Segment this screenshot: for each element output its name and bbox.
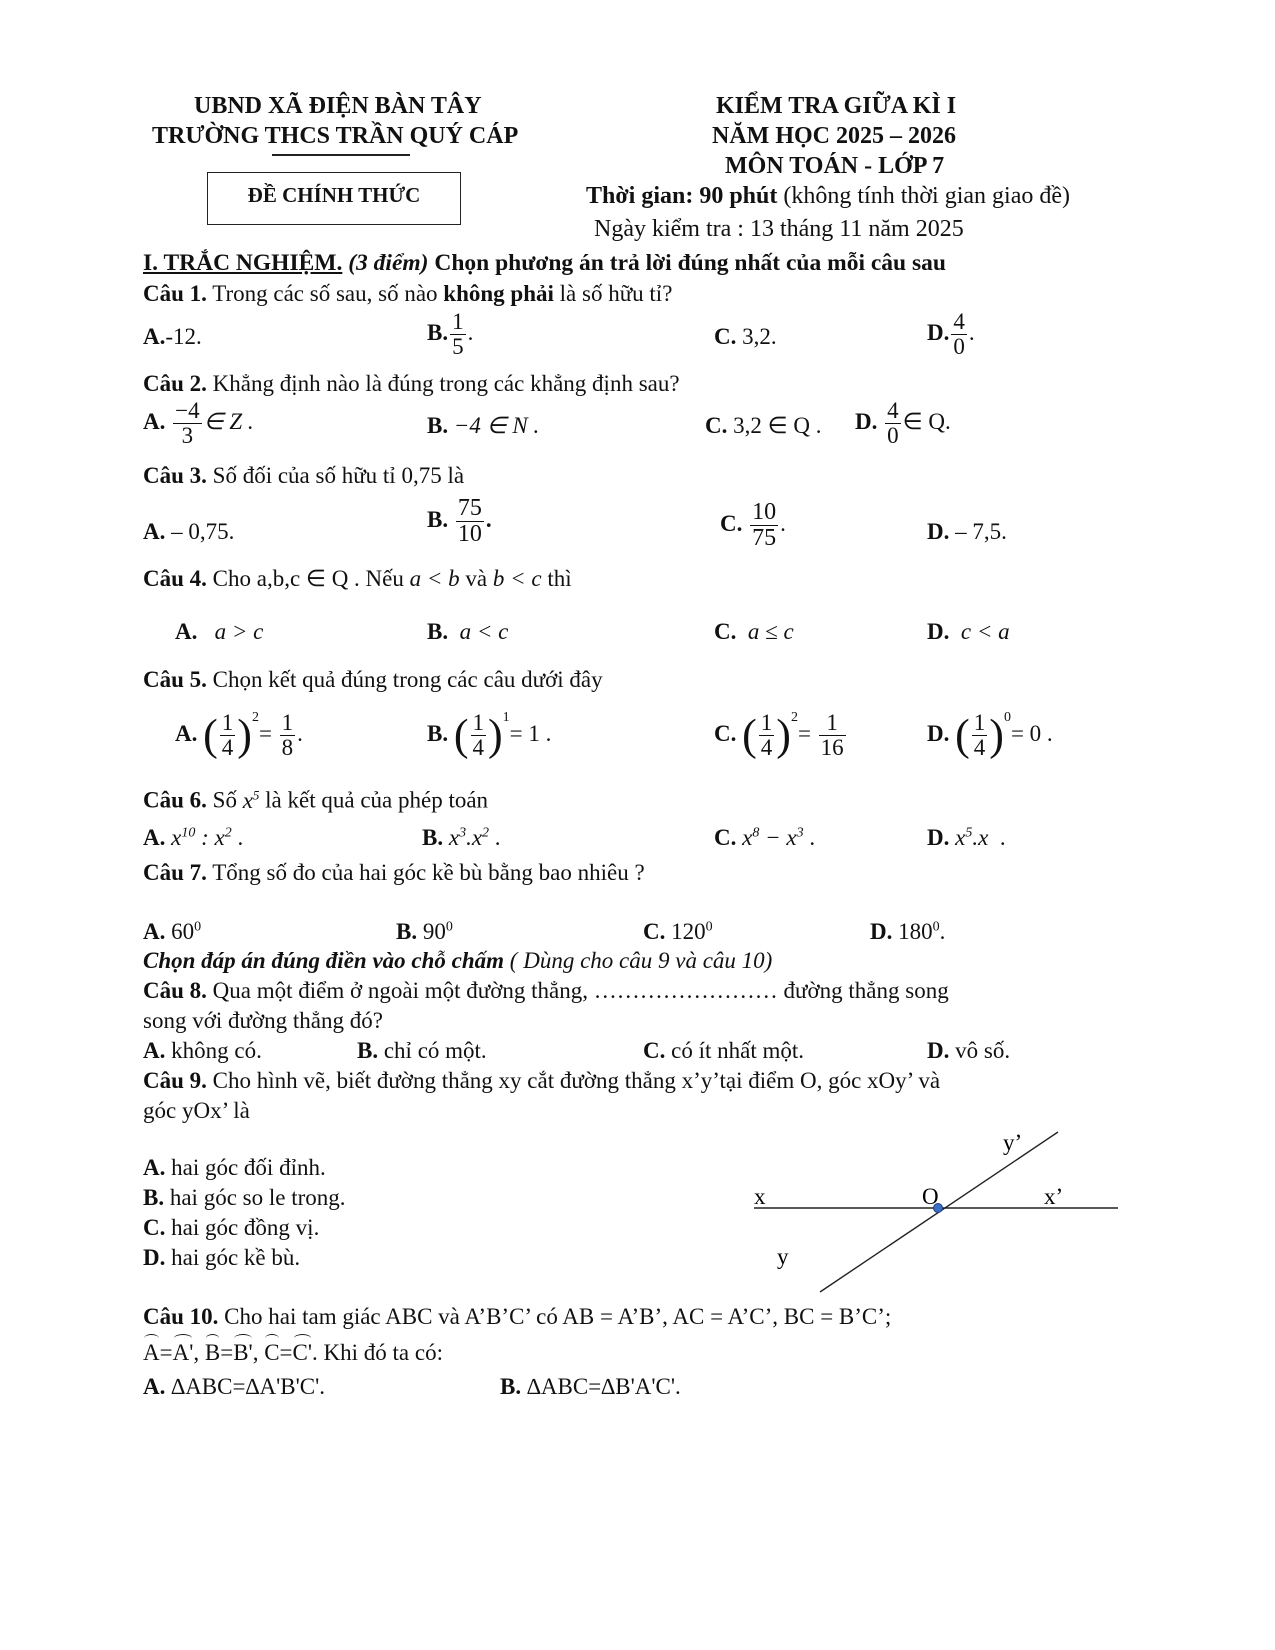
q4-option-d[interactable] [927, 619, 1010, 645]
option-label: D. [927, 319, 950, 345]
angle-a: A [143, 1340, 160, 1365]
numerator: 1 [472, 710, 484, 736]
exam-time [586, 183, 1070, 210]
denominator: 5 [452, 334, 464, 360]
exam-date: Ngày kiểm tra : 13 tháng 11 năm 2025 [594, 216, 964, 242]
label-y-prime: y’ [1003, 1130, 1023, 1155]
label-o: O [922, 1184, 939, 1209]
option-text: . [485, 506, 492, 532]
q5-option-b[interactable] [427, 710, 551, 760]
numerator: 4 [887, 398, 899, 423]
option-label: D. [927, 721, 950, 746]
fraction [471, 711, 487, 760]
q3-option-a[interactable] [143, 519, 234, 545]
denominator: 0 [887, 423, 899, 449]
school-year: NĂM HỌC 2025 – 2026 [712, 123, 956, 149]
option-label: C. [714, 825, 737, 850]
denominator: 4 [760, 735, 773, 761]
fraction [885, 399, 901, 448]
question-label: Câu 6. [143, 787, 207, 813]
right-paren: ) [989, 710, 1004, 760]
question-7 [143, 860, 645, 886]
school-district: UBND XÃ ĐIỆN BÀN TÂY [194, 93, 482, 119]
official-box [207, 172, 461, 225]
option-text: = 0 . [1010, 721, 1053, 746]
option-text: 3,2. [736, 324, 777, 349]
fraction [450, 310, 466, 359]
q7-option-d[interactable] [870, 919, 945, 945]
denominator: 4 [221, 735, 234, 761]
q6-option-d[interactable]: D. $x^5.x$ . [927, 825, 1006, 850]
denominator: 8 [281, 735, 294, 761]
denominator: 10 [457, 521, 482, 548]
exponent: 2 [790, 710, 798, 725]
degree-mark: 0 [445, 919, 453, 935]
fraction [951, 310, 967, 359]
q8-option-b[interactable] [357, 1038, 487, 1064]
angle-c-prime: C' [292, 1340, 313, 1365]
question-9 [143, 1068, 940, 1094]
label-y: y [777, 1244, 789, 1269]
option-text: 60 [165, 919, 195, 944]
question-6 [143, 787, 488, 814]
q7-option-c[interactable] [643, 919, 713, 945]
option-text: 120 [665, 919, 706, 944]
option-label: A. [175, 619, 198, 644]
q1-option-d[interactable] [927, 310, 975, 359]
question-label: Câu 1. [143, 281, 207, 306]
question-text: Chọn kết quả đúng trong các câu dưới đây [206, 667, 603, 692]
numerator: 1 [819, 711, 846, 736]
q10-option-a[interactable] [143, 1374, 325, 1400]
denominator: 4 [973, 735, 986, 761]
option-text: không có. [165, 1038, 262, 1063]
option-text: hai góc kề bù. [165, 1245, 301, 1270]
q5-option-d[interactable] [927, 710, 1053, 760]
option-label: C. [705, 413, 728, 438]
option-text: −4 ∈ N . [448, 413, 540, 438]
subject: MÔN TOÁN - LỚP 7 [725, 153, 945, 179]
question-label: Câu 10. [143, 1304, 219, 1329]
fill-instruction [143, 948, 772, 974]
option-text: – 0,75. [165, 519, 235, 544]
denominator: 3 [181, 423, 194, 449]
degree-mark: 0 [705, 919, 713, 935]
exponent: 1 [502, 710, 510, 725]
label-x-prime: x’ [1044, 1184, 1064, 1209]
official-label: ĐỀ CHÍNH THỨC [247, 183, 421, 207]
question-8 [143, 978, 949, 1004]
option-text: 90 [417, 919, 446, 944]
q1-option-a[interactable] [143, 324, 202, 350]
q8-option-c[interactable] [643, 1038, 804, 1064]
section-points: (3 điểm) [342, 250, 435, 276]
fraction [750, 500, 778, 551]
option-label: B. [396, 919, 418, 944]
label-x: x [754, 1184, 766, 1209]
q9-option-a[interactable] [143, 1155, 326, 1181]
q4-option-b[interactable] [427, 619, 508, 645]
option-text: 180 [892, 919, 933, 944]
q8-option-a[interactable] [143, 1038, 262, 1064]
option-text: ∈ Z . [203, 408, 254, 434]
option-label: D. [927, 519, 950, 544]
option-label: B. [500, 1374, 522, 1399]
option-label: A. [143, 519, 166, 544]
q4-option-c[interactable] [714, 619, 794, 645]
fraction [456, 496, 484, 547]
math-expression: $x^8 - x^3$ [742, 825, 804, 850]
numerator: 10 [752, 499, 777, 525]
school-underline [272, 154, 410, 156]
denominator: 0 [953, 334, 965, 360]
left-paren: ( [955, 710, 970, 760]
question-text: Trong các số sau, số nào [206, 281, 444, 306]
q3-option-c[interactable] [720, 500, 786, 551]
question-8-cont: song với đường thẳng đó? [143, 1008, 383, 1033]
q3-option-d[interactable] [927, 519, 1007, 545]
q8-option-d[interactable] [927, 1038, 1010, 1064]
numerator: 75 [457, 495, 482, 521]
q6-option-b[interactable]: B. $x^3.x^2$ . [422, 825, 501, 850]
q4-option-a[interactable] [175, 619, 263, 645]
question-text: là số hữu tỉ? [553, 281, 673, 306]
option-label: B. [143, 1185, 165, 1210]
option-text: . [297, 721, 303, 746]
option-label: D. [855, 408, 878, 434]
option-text: a ≤ c [747, 619, 794, 644]
question-10 [143, 1304, 891, 1330]
exam-time-bold: Thời gian: 90 phút [586, 183, 778, 209]
option-text: – 7,5. [949, 519, 1007, 544]
question-text: Tổng số đo của hai góc kề bù bằng bao nhiêu ? [206, 860, 645, 885]
exam-title: KIỂM TRA GIỮA KÌ I [716, 93, 957, 119]
option-label: B. [422, 825, 444, 850]
option-label: C. [714, 721, 737, 746]
fraction [173, 399, 201, 448]
denominator: 16 [820, 735, 844, 761]
q3-option-b[interactable] [427, 496, 492, 547]
denominator: 75 [752, 525, 777, 552]
option-label: D. [927, 619, 950, 644]
option-text: ∆ABC=∆B'A'C'. [521, 1374, 681, 1399]
option-label: D. [927, 1038, 950, 1063]
degree-mark: 0 [194, 919, 202, 935]
option-label: D. [927, 825, 950, 850]
question-4 [143, 566, 572, 592]
q5-option-c[interactable]: C. ( $\frac{1}{4}$ )$^2$= $\frac{1}{16}$ [714, 710, 844, 761]
option-label: B. [427, 319, 449, 345]
option-label: A. [143, 1374, 166, 1399]
option-text: hai góc đồng vị. [165, 1215, 320, 1240]
option-label: B. [427, 506, 449, 532]
question-text: . Khi đó ta có: [312, 1340, 443, 1365]
q2-option-c[interactable] [705, 413, 822, 439]
option-label: A. [175, 721, 198, 746]
question-10-angles: A=A', B=B', C=C'. Khi đó ta có: [143, 1340, 443, 1365]
question-label: Câu 8. [143, 978, 207, 1003]
numerator: 4 [953, 309, 965, 334]
option-text: -12. [165, 324, 202, 349]
option-label: A. [143, 919, 166, 944]
option-text: vô số. [949, 1038, 1011, 1063]
numerator: 1 [452, 309, 464, 334]
question-text: là kết quả của phép toán [259, 787, 489, 813]
option-text: = 1 . [509, 721, 552, 746]
option-label: C. [714, 324, 737, 349]
exponent: 2 [251, 710, 259, 725]
degree-mark: 0 [932, 919, 940, 935]
option-label: D. [870, 919, 893, 944]
math-expression: $x^5$ [242, 787, 260, 813]
math-expression: b < c [492, 566, 542, 591]
left-paren: ( [742, 710, 757, 760]
option-label: D. [143, 1245, 166, 1270]
instruction-bold: Chọn đáp án đúng điền vào chỗ chấm [143, 948, 505, 973]
question-3 [143, 463, 464, 489]
angle-c: C [264, 1340, 280, 1365]
fraction [280, 711, 296, 760]
option-text: hai góc đối đỉnh. [165, 1155, 326, 1180]
angle-b: B [204, 1340, 221, 1365]
angle-a-prime: A' [172, 1340, 194, 1365]
option-text: ∈ Q. [902, 408, 951, 434]
question-label: Câu 7. [143, 860, 207, 885]
question-label: Câu 4. [143, 566, 207, 591]
numerator: 1 [760, 710, 773, 736]
option-text: có ít nhất một. [665, 1038, 804, 1063]
q9-option-b[interactable] [143, 1185, 346, 1211]
fraction [759, 711, 775, 760]
question-text: và [459, 566, 493, 591]
option-label: B. [427, 721, 449, 746]
question-text: Khẳng định nào là đúng trong các khẳng định sau? [206, 371, 680, 396]
option-text: a > c [214, 619, 264, 644]
option-label: C. [714, 619, 737, 644]
intersecting-lines-figure [740, 1120, 1130, 1300]
option-label: A. [143, 1038, 166, 1063]
q2-option-b[interactable] [427, 413, 539, 439]
numerator: 1 [281, 710, 294, 736]
option-label: C. [643, 1038, 666, 1063]
option-label: C. [643, 919, 666, 944]
option-label: A. [143, 1155, 166, 1180]
question-label: Câu 2. [143, 371, 207, 396]
exam-time-note: (không tính thời gian giao đề) [777, 183, 1070, 209]
question-label: Câu 3. [143, 463, 207, 488]
numerator: 1 [221, 710, 234, 736]
option-label: A. [143, 408, 166, 434]
option-text: 3,2 ∈ Q . [727, 413, 822, 438]
q5-option-a[interactable]: A. ( $\frac{1}{4}$ )$^2$= $\frac{1}{8}$ . [175, 710, 303, 761]
option-label: A. [143, 324, 166, 349]
school-name: TRƯỜNG THCS TRẦN QUÝ CÁP [152, 123, 519, 149]
option-text: . [780, 510, 786, 536]
q2-option-a[interactable] [143, 399, 254, 448]
numerator: 1 [973, 710, 986, 736]
option-text: a < c [459, 619, 509, 644]
section-title: I. TRẮC NGHIỆM. [143, 250, 343, 276]
question-2 [143, 371, 680, 397]
q6-option-c[interactable]: C. $x^8 - x^3$ . [714, 825, 816, 850]
option-text: hai góc so le trong. [164, 1185, 346, 1210]
fraction [972, 711, 988, 760]
q10-option-b[interactable] [500, 1374, 681, 1400]
math-expression: a < b [409, 566, 460, 591]
fraction [220, 711, 236, 760]
question-text: Qua một điểm ở ngoài một đường thẳng, …………………… đường thẳng song [206, 978, 949, 1003]
question-text: Cho a,b,c ∈ Q . Nếu [206, 566, 410, 591]
math-expression: $x^{10}$ : $x^2$ [171, 825, 232, 850]
right-paren: ) [237, 710, 252, 760]
option-text: ∆ABC=∆A'B'C'. [165, 1374, 326, 1399]
q6-option-a[interactable]: A. $x^{10}$ : $x^2$ . [143, 825, 244, 850]
q7-option-a[interactable] [143, 919, 201, 945]
numerator: −4 [175, 398, 200, 423]
q1-option-c[interactable] [714, 324, 777, 350]
question-label: Câu 5. [143, 667, 207, 692]
fraction [819, 711, 846, 760]
denominator: 4 [472, 735, 484, 761]
question-text: Số đối của số hữu tỉ 0,75 là [206, 463, 465, 488]
angle-b-prime: B' [233, 1340, 253, 1365]
section-instruction: Chọn phương án trả lời đúng nhất của mỗi câu sau [434, 250, 946, 276]
question-text: Cho hình vẽ, biết đường thẳng xy cắt đường thẳng x’y’tại điểm O, góc xOy’ và [206, 1068, 941, 1093]
q7-option-b[interactable] [396, 919, 453, 945]
question-5 [143, 667, 603, 693]
section-heading [143, 250, 946, 277]
question-1 [143, 281, 672, 307]
left-paren: ( [203, 710, 218, 760]
q1-option-b[interactable] [427, 310, 473, 359]
right-paren: ) [776, 710, 791, 760]
right-paren: ) [488, 710, 503, 760]
q2-option-d[interactable] [855, 399, 951, 448]
question-text: thì [541, 566, 572, 591]
question-label: Câu 9. [143, 1068, 207, 1093]
q9-option-c[interactable] [143, 1215, 319, 1241]
question-emphasis: không phải [443, 281, 554, 306]
option-label: A. [143, 825, 166, 850]
exponent: 0 [1003, 710, 1011, 725]
option-text: . [939, 919, 946, 944]
q9-option-d[interactable] [143, 1245, 300, 1271]
option-text: chỉ có một. [378, 1038, 487, 1063]
math-expression: $x^3.x^2$ [448, 825, 490, 850]
option-text: . [968, 319, 975, 345]
option-label: B. [427, 413, 449, 438]
option-label: B. [357, 1038, 379, 1063]
option-label: C. [720, 510, 743, 536]
math-expression: $x^5.x$ [955, 825, 989, 850]
instruction-note: ( Dùng cho câu 9 và câu 10) [504, 948, 773, 973]
option-text: . [467, 319, 474, 345]
option-text: c < a [960, 619, 1010, 644]
option-label: C. [143, 1215, 166, 1240]
left-paren: ( [453, 710, 469, 760]
question-9-cont: góc yOx’ là [143, 1098, 250, 1123]
option-label: B. [427, 619, 449, 644]
question-text: Số [206, 787, 243, 813]
question-text: Cho hai tam giác ABC và A’B’C’ có AB = A’B’, AC = A’C’, BC = B’C’; [218, 1304, 892, 1329]
